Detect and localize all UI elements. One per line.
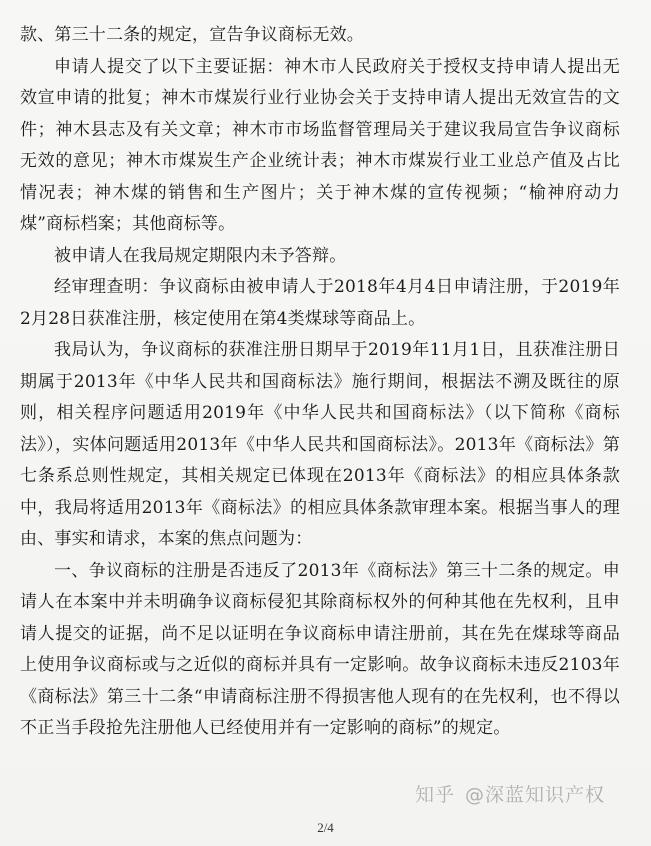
paragraph-continuation: 款、第三十二条的规定，宣告争议商标无效。 bbox=[20, 25, 364, 45]
watermark-platform: 知乎 bbox=[414, 784, 455, 806]
page-number: 2/4 bbox=[317, 820, 334, 835]
watermark-author: @深蓝知识产权 bbox=[464, 784, 605, 806]
paragraph-opinion: 我局认为，争议商标的获准注册日期早于2019年11月1日，且获准注册日期属于2013年《中华人民共和国商标法》施行期间，根据法不溯及既往的原则，相关程序问题适用2019年《中华人民共和国商标法》（以下简称《商标法》），实体问题适用2013年《中华人民共和国商标法》。2013年《商标法》第七条系总则性规定，其相关规定已体现在2013年《商标法》的相应具体条款中，我局将适用2013年《商标法》的相应具体条款审理本案。根据当事人的理由、事实和请求，本案的焦点问题为： bbox=[20, 340, 620, 549]
paragraph-no-reply: 被申请人在我局规定期限内未予答辩。 bbox=[54, 245, 347, 266]
paragraph-issue-one: 一、争议商标的注册是否违反了2013年《商标法》第三十二条的规定。申请人在本案中并未明确争议商标侵犯其除商标权外的何种其他在先权利，且申请人提交的证据，尚不足以证明在争议商标申请注册前，其在先在煤球等商品上使用争议商标或与之近似的商标并具有一定影响。故争议商标未违反2103年《商标法》第三十二条“申请商标注册不得损害他人现有的在先权利，也不得以不正当手段抢先注册他人已经使用并有一定影响的商标”的规定。 bbox=[20, 560, 620, 738]
paragraph-findings: 经审理查明：争议商标由被申请人于2018年4月4日申请注册，于2019年2月28日获准注册，核定使用在第4类煤球等商品上。 bbox=[20, 277, 620, 329]
paragraph-evidence: 申请人提交了以下主要证据：神木市人民政府关于授权支持申请人提出无效宣申请的批复；神木市煤炭行业行业协会关于支持申请人提出无效宣告的文件；神木县志及有关文章；神木市市场监督管理局关于建议我局宣告争议商标无效的意见；神木市煤炭生产企业统计表；神木市煤炭行业工业总产值及占比情况表；神木煤的销售和生产图片；关于神木煤的宣传视频；“榆神府动力煤”商标档案；其他商标等。 bbox=[20, 56, 620, 234]
watermark bbox=[415, 780, 615, 807]
document-body bbox=[20, 20, 620, 745]
